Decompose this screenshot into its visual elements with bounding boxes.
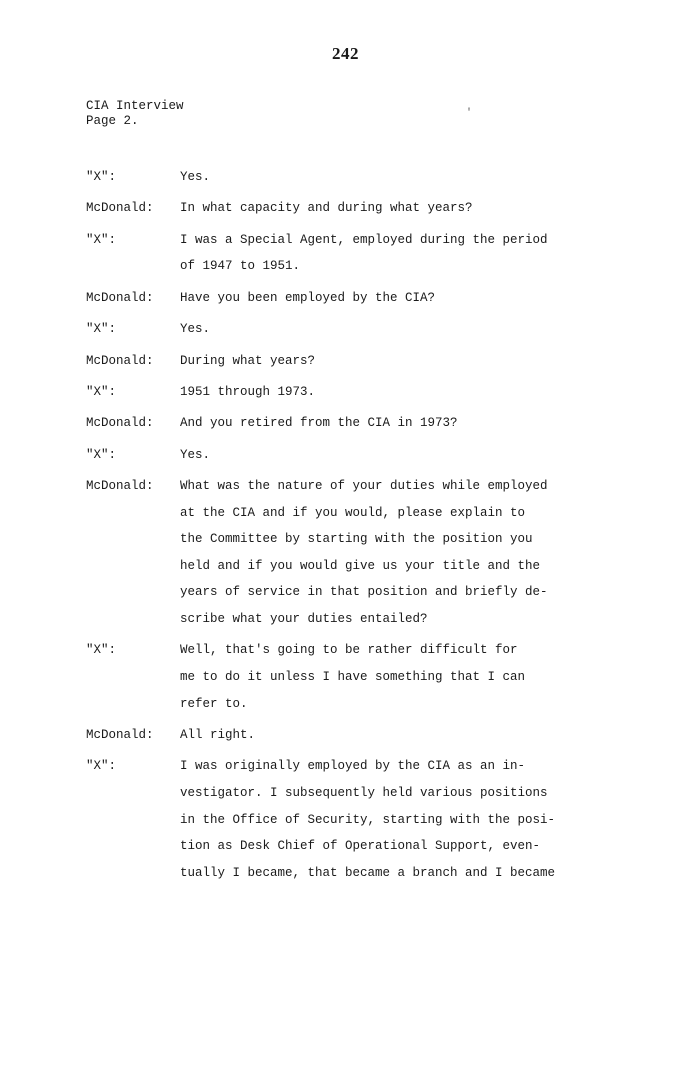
speech-text: [180, 285, 580, 312]
transcript-entry: [86, 227, 606, 280]
speech-text: [180, 722, 580, 749]
stray-mark: ': [466, 108, 473, 119]
speech-text: [180, 316, 580, 343]
speaker-label: "X":: [86, 643, 117, 658]
speech-text: [180, 164, 580, 191]
speech-line: in the Office of Security, starting with the posi-: [180, 812, 556, 827]
speaker-label: McDonald:: [86, 201, 154, 216]
speech-line: Yes.: [180, 447, 211, 462]
speech-line: held and if you would give us your title and the: [180, 558, 541, 573]
transcript-entry: [86, 316, 606, 343]
speech-line: What was the nature of your duties while employed: [180, 479, 548, 494]
transcript-entry: [86, 410, 606, 437]
transcript-entry: [86, 285, 606, 312]
transcript-entry: [86, 753, 606, 886]
speech-text: [180, 227, 580, 280]
speech-text: [180, 195, 580, 222]
speech-line: the Committee by starting with the position you: [180, 532, 533, 547]
speaker-label: "X":: [86, 447, 117, 462]
transcript: [86, 164, 606, 891]
speech-line: I was a Special Agent, employed during the period: [180, 232, 548, 247]
speech-line: years of service in that position and briefly de-: [180, 585, 548, 600]
speech-line: I was originally employed by the CIA as an in-: [180, 759, 526, 774]
speaker-label: "X":: [86, 384, 117, 399]
transcript-entry: [86, 637, 606, 717]
speech-line: Have you been employed by the CIA?: [180, 290, 436, 305]
speech-line: tually I became, that became a branch and I became: [180, 865, 556, 880]
header-page: Page 2.: [86, 114, 139, 128]
speaker-label: "X":: [86, 759, 117, 774]
speech-line: And you retired from the CIA in 1973?: [180, 416, 458, 431]
transcript-entry: [86, 473, 606, 633]
speaker-label: McDonald:: [86, 353, 154, 368]
speech-line: scribe what your duties entailed?: [180, 612, 428, 627]
speech-line: All right.: [180, 728, 256, 743]
transcript-entry: [86, 722, 606, 749]
transcript-entry: [86, 164, 606, 191]
speech-line: During what years?: [180, 353, 316, 368]
speaker-label: "X":: [86, 232, 117, 247]
speech-text: [180, 442, 580, 469]
speech-text: [180, 348, 580, 375]
speech-line: Well, that's going to be rather difficult for: [180, 643, 518, 658]
speech-line: refer to.: [180, 696, 248, 711]
page-number: 242: [332, 44, 359, 63]
speaker-label: McDonald:: [86, 728, 154, 743]
speaker-label: McDonald:: [86, 479, 154, 494]
transcript-entry: [86, 442, 606, 469]
header-title: CIA Interview: [86, 99, 184, 113]
speech-text: [180, 637, 580, 717]
transcript-entry: [86, 195, 606, 222]
speech-line: 1951 through 1973.: [180, 384, 316, 399]
speech-line: Yes.: [180, 170, 211, 184]
transcript-entry: [86, 348, 606, 375]
speech-text: [180, 753, 580, 886]
speech-line: me to do it unless I have something that I can: [180, 670, 526, 685]
speech-text: [180, 410, 580, 437]
speaker-label: "X":: [86, 170, 117, 184]
speech-line: Yes.: [180, 322, 211, 337]
speech-text: [180, 473, 580, 633]
speech-text: [180, 379, 580, 406]
speech-line: at the CIA and if you would, please explain to: [180, 505, 526, 520]
document-header: [86, 99, 184, 129]
speech-line: of 1947 to 1951.: [180, 259, 301, 274]
speech-line: tion as Desk Chief of Operational Support, even-: [180, 839, 541, 854]
speech-line: In what capacity and during what years?: [180, 201, 473, 216]
speaker-label: McDonald:: [86, 416, 154, 431]
transcript-entry: [86, 379, 606, 406]
speaker-label: McDonald:: [86, 290, 154, 305]
speech-line: vestigator. I subsequently held various positions: [180, 786, 548, 801]
speaker-label: "X":: [86, 322, 117, 337]
